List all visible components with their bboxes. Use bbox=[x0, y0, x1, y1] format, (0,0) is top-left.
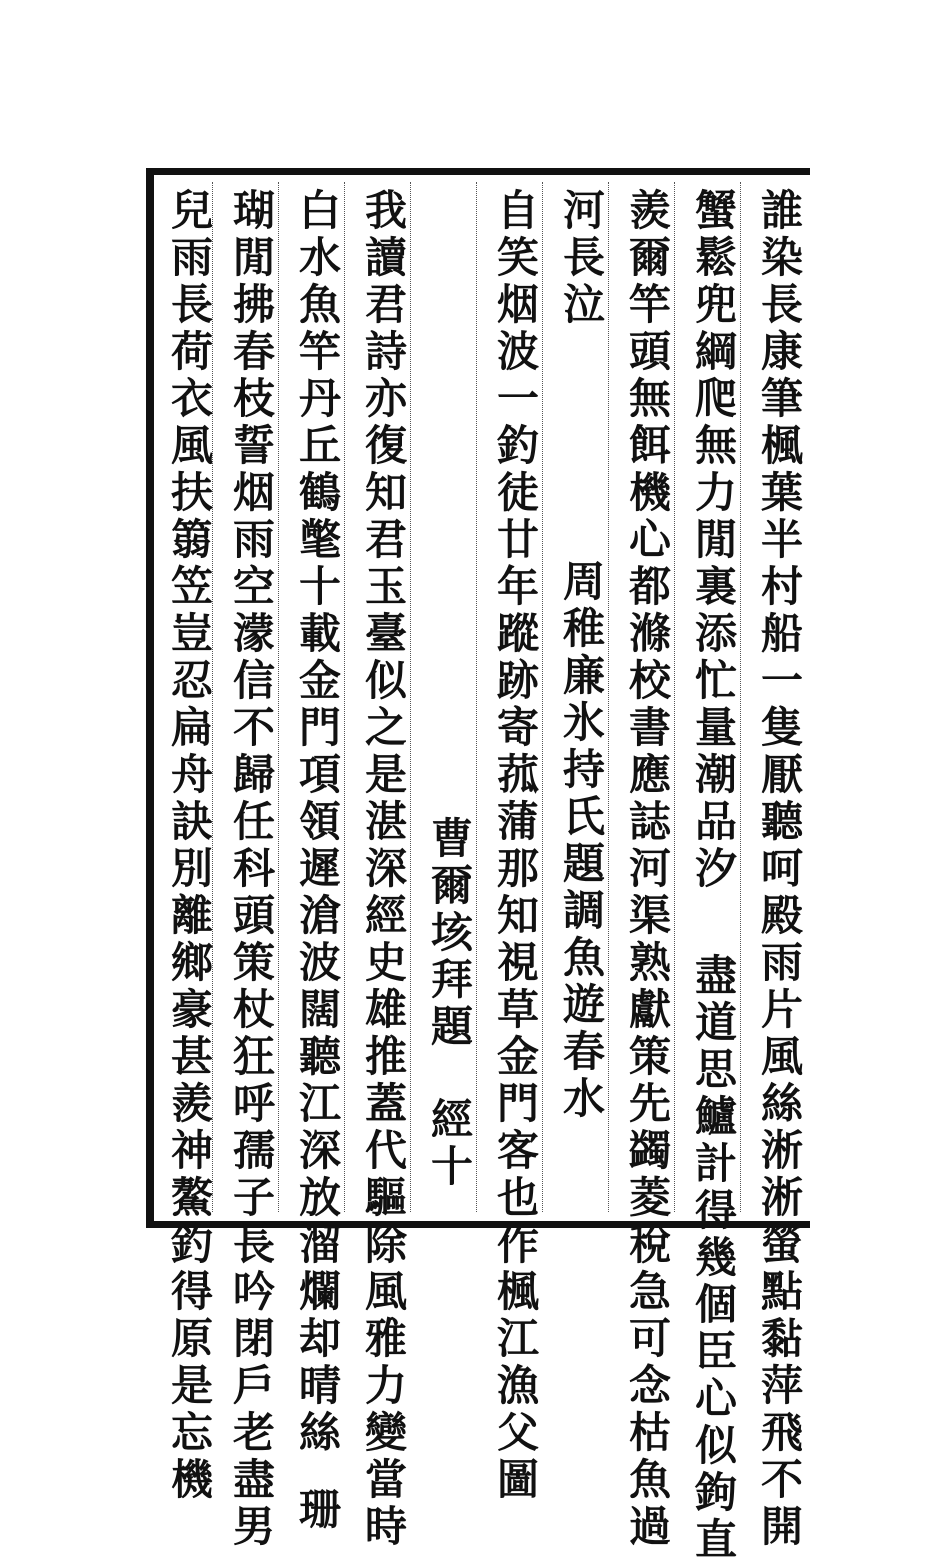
column-rule bbox=[410, 182, 412, 1212]
column-rule bbox=[542, 182, 544, 1212]
column-rule bbox=[740, 182, 742, 1212]
column-text: 蟹鬆兜綱爬無力閒裏添忙量潮品汐 bbox=[689, 188, 738, 893]
text-column-4 bbox=[555, 188, 607, 1218]
left-border bbox=[146, 168, 154, 1228]
column-text: 自笑烟波一釣徒廿年蹤跡寄菰蒲那知視草金門客也作楓江漁父圖 bbox=[491, 188, 540, 1504]
column-text-continued: 盡道思鱸計得幾個臣心似鉤直 bbox=[689, 953, 738, 1564]
text-column-5 bbox=[489, 188, 541, 1504]
top-border bbox=[146, 168, 810, 175]
text-column-2 bbox=[687, 188, 739, 1564]
text-column-1 bbox=[753, 188, 805, 1551]
page-marker: 經十 bbox=[425, 1097, 474, 1191]
signature: 曹爾垓拜題 bbox=[425, 816, 474, 1051]
text-column-8 bbox=[291, 188, 343, 1534]
page-frame bbox=[146, 168, 810, 1564]
column-text: 瑚閒拂春枝誓烟雨空濛信不歸任科頭策杖狂呼孺子長吟閉戶老盡男 bbox=[227, 188, 276, 1551]
column-rule bbox=[674, 182, 676, 1212]
text-column-9 bbox=[225, 188, 277, 1551]
column-text: 我讀君詩亦復知君玉臺似之是湛深經史雄推蓋代驅除風雅力變當時 bbox=[359, 188, 408, 1551]
attribution: 周稚廉氷持氏題調魚遊春水 bbox=[557, 559, 606, 1123]
text-column-3 bbox=[621, 188, 673, 1551]
column-text-continued: 珊 bbox=[293, 1487, 342, 1534]
column-text: 兒雨長荷衣風扶篛笠豈忍扁舟訣別離鄉豪甚羨神鰲釣得原是忘機 bbox=[165, 188, 214, 1504]
column-rule bbox=[608, 182, 610, 1212]
column-text: 白水魚竿丹丘鶴氅十載金門項領遲滄波闊聽江深放溜爛却晴絲 bbox=[293, 188, 342, 1457]
column-rule bbox=[278, 182, 280, 1212]
text-column-10 bbox=[163, 188, 215, 1504]
column-rule bbox=[344, 182, 346, 1212]
text-column-6 bbox=[423, 188, 475, 1218]
column-rule bbox=[476, 182, 478, 1212]
text-column-7 bbox=[357, 188, 409, 1551]
column-text: 羨爾竿頭無餌機心都滌校書應誌河渠熟獻策先蠲菱稅急可念枯魚過 bbox=[623, 188, 672, 1551]
column-text: 河長泣 bbox=[557, 188, 606, 329]
column-text: 誰染長康筆楓葉半村船一隻厭聽呵殿雨片風絲淅淅螢點黏萍飛不開 bbox=[755, 188, 804, 1551]
